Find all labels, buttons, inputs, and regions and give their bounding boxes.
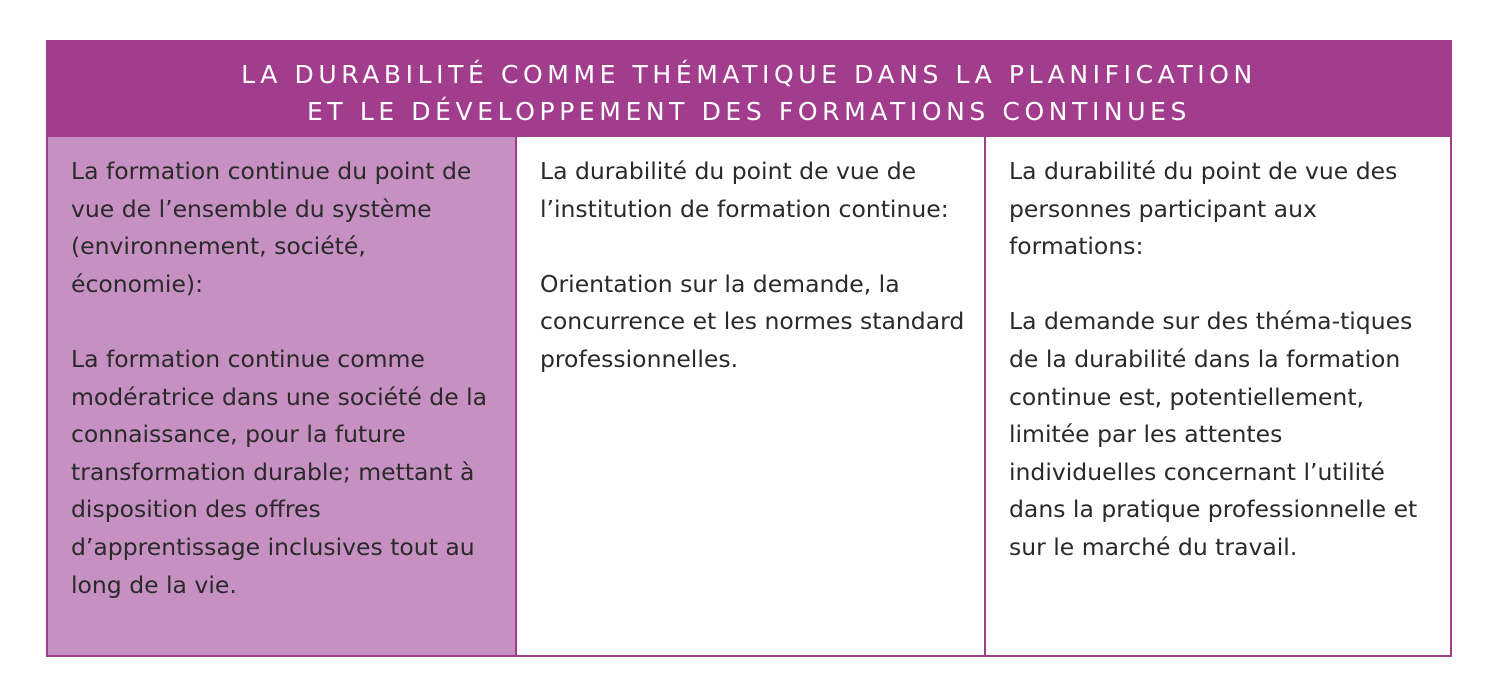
column-participant-perspective: [986, 137, 1450, 655]
title-line-1: LA DURABILITÉ COMME THÉMATIQUE DANS LA PLANIFICATION: [241, 60, 1257, 89]
title-line-2: ET LE DÉVELOPPEMENT DES FORMATIONS CONTINUES: [307, 97, 1191, 126]
column-system-perspective: [48, 137, 517, 655]
table-header: [48, 42, 1450, 137]
column-body: Orientation sur la demande, la concurrence et les normes standard professionnelles.: [540, 269, 965, 373]
column-heading: La formation continue du point de vue de l’ensemble du système (environnement, société, économie):: [71, 157, 472, 298]
column-institution-perspective: [517, 137, 986, 655]
column-heading: La durabilité du point de vue de l’institution de formation continue:: [540, 157, 949, 223]
sustainability-table: [46, 40, 1452, 657]
column-body: La formation continue comme modératrice dans une société de la connaissance, pour la future transformation durable; mettant à disposition des offres d’apprentissage inclusives tout au long de la vie.: [71, 344, 488, 599]
column-heading: La durabilité du point de vue des personnes participant aux formations:: [1009, 157, 1398, 261]
column-body: La demande sur des théma-tiques de la durabilité dans la formation continue est, potentiellement, limitée par les attentes individuelles concernant l’utilité dans la pratique professionnelle et sur le marché du travail.: [1009, 307, 1418, 561]
